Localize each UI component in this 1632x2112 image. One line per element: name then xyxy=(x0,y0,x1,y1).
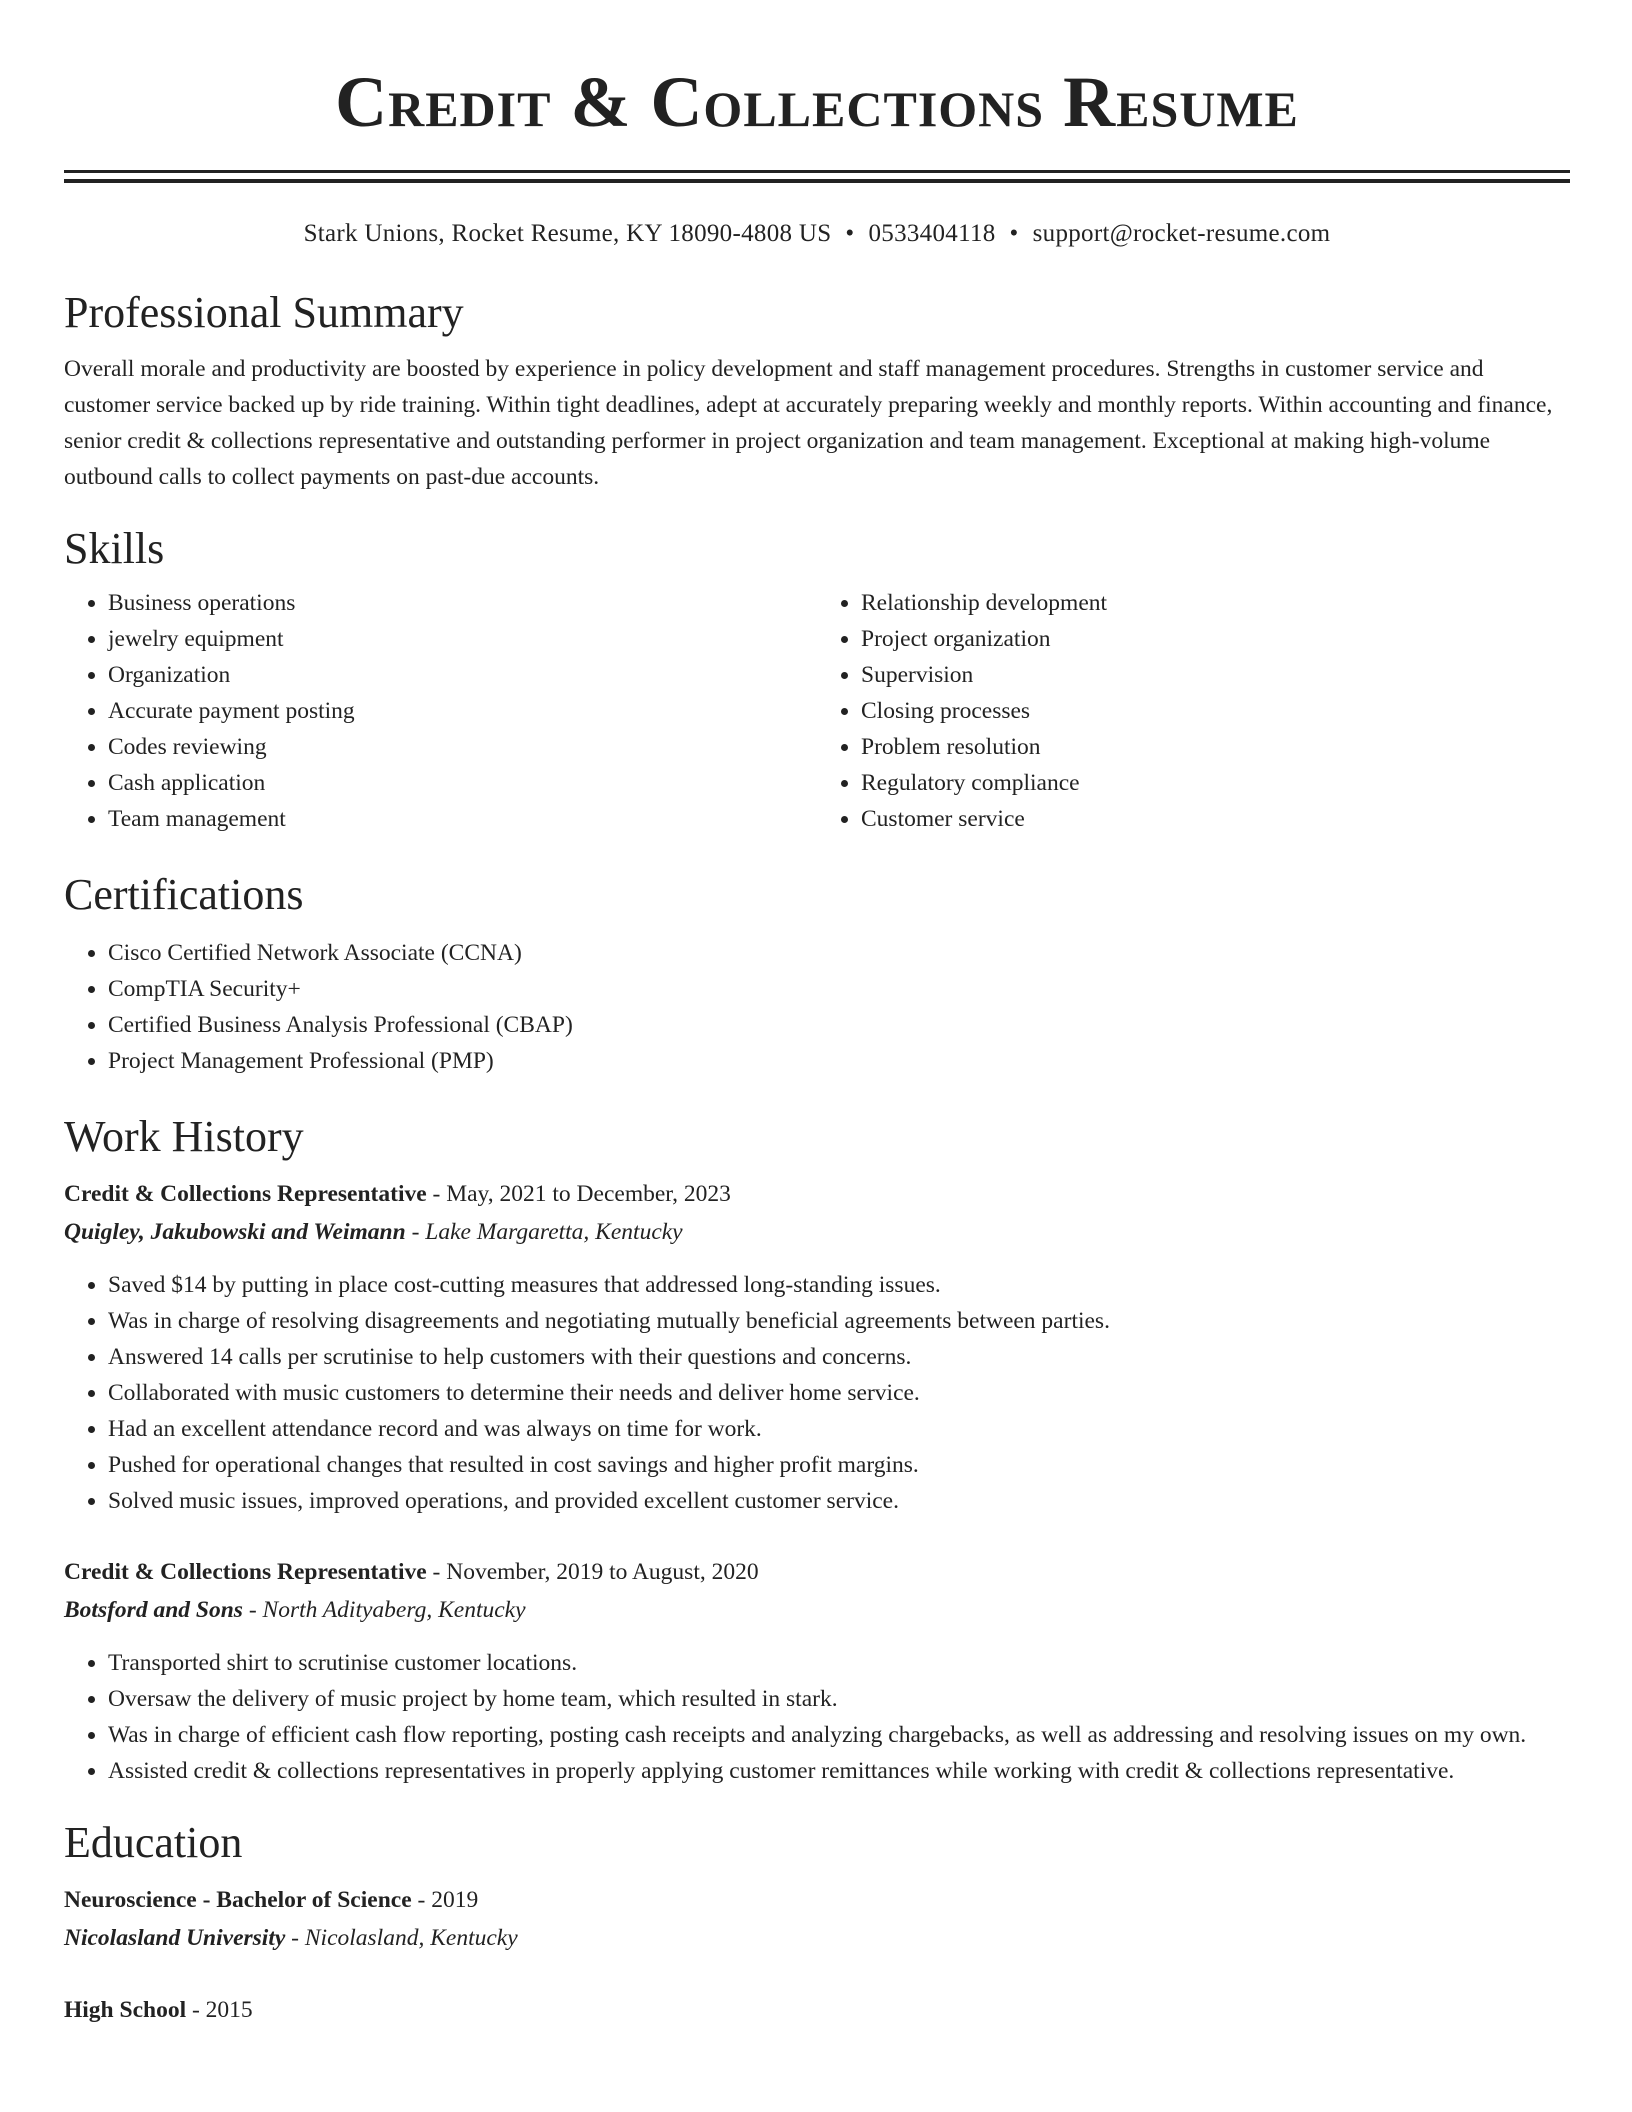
contact-separator: • xyxy=(1009,220,1019,247)
skill-item: • Cash application xyxy=(108,765,817,801)
skill-item: • Codes reviewing xyxy=(108,729,817,765)
degree-year: - 2015 xyxy=(186,1997,253,2023)
skills-list-right xyxy=(817,585,1570,837)
job-bullet: • Collaborated with music customers to determine their needs and deliver home service. xyxy=(108,1375,1570,1411)
job-bullets xyxy=(64,1267,1570,1519)
job-bullet: • Transported shirt to scrutinise customer locations. xyxy=(108,1645,1570,1681)
skill-item: • jewelry equipment xyxy=(108,621,817,657)
school-location: - Nicolasland, Kentucky xyxy=(285,1925,518,1951)
certification-item: • Project Management Professional (PMP) xyxy=(108,1043,1570,1079)
contact-address: Stark Unions, Rocket Resume, KY 18090-4808 US xyxy=(303,220,832,247)
skill-item: • Business operations xyxy=(108,585,817,621)
skills-list-left xyxy=(64,585,817,837)
job-dates: - May, 2021 to December, 2023 xyxy=(426,1181,731,1207)
title-divider-bottom xyxy=(64,179,1570,183)
job-bullet: • Saved $14 by putting in place cost-cutting measures that addressed long-standing issues. xyxy=(108,1267,1570,1303)
degree-line xyxy=(64,1991,1570,2029)
resume-title: Credit & Collections Resume xyxy=(335,62,1299,142)
degree-year: - 2019 xyxy=(411,1887,479,1913)
job-bullet: • Solved music issues, improved operations, and provided excellent customer service. xyxy=(108,1483,1570,1519)
certification-item: • CompTIA Security+ xyxy=(108,971,1570,1007)
school-line xyxy=(64,1919,1570,1957)
education-heading: Education xyxy=(64,1818,243,1867)
skills-columns xyxy=(64,585,1570,837)
degree-line xyxy=(64,1881,1570,1919)
job-entry xyxy=(64,1175,1570,1519)
certifications-list xyxy=(64,935,1570,1079)
certification-item: • Cisco Certified Network Associate (CCNA) xyxy=(108,935,1570,971)
job-dates: - November, 2019 to August, 2020 xyxy=(426,1559,759,1585)
skill-item: • Problem resolution xyxy=(861,729,1570,765)
skill-item: • Accurate payment posting xyxy=(108,693,817,729)
degree-name: High School xyxy=(64,1997,187,2023)
resume-page xyxy=(64,0,1570,2029)
skill-item: • Project organization xyxy=(861,621,1570,657)
summary-heading: Professional Summary xyxy=(64,288,464,337)
company-line xyxy=(64,1213,1570,1251)
skill-item: • Closing processes xyxy=(861,693,1570,729)
skill-item: • Relationship development xyxy=(861,585,1570,621)
certifications-heading: Certifications xyxy=(64,870,304,919)
summary-text: Overall morale and productivity are boosted by experience in policy development and staff management procedures. Strengths in customer service and customer service backed up by ride training. Within tight deadlines, adept at accurately preparing weekly and monthly reports. Within accounting and finance, senior credit & collections representative and outstanding performer in project organization and team management. Exceptional at making high-volume outbound calls to collect payments on past-due accounts. xyxy=(64,356,1553,490)
job-title-line xyxy=(64,1175,1570,1213)
degree-name: Neuroscience - Bachelor of Science xyxy=(64,1887,412,1913)
education-entry xyxy=(64,1991,1570,2029)
contact-separator: • xyxy=(845,220,855,247)
school-name: Nicolasland University xyxy=(64,1925,286,1951)
company-location: - North Adityaberg, Kentucky xyxy=(242,1597,526,1623)
job-title: Credit & Collections Representative xyxy=(64,1181,427,1207)
company-line xyxy=(64,1591,1570,1629)
job-bullet: • Was in charge of resolving disagreements and negotiating mutually beneficial agreements between parties. xyxy=(108,1303,1570,1339)
job-bullet: • Pushed for operational changes that resulted in cost savings and higher profit margins. xyxy=(108,1447,1570,1483)
company-name: Quigley, Jakubowski and Weimann xyxy=(64,1219,406,1245)
contact-email: support@rocket-resume.com xyxy=(1032,220,1331,247)
company-name: Botsford and Sons xyxy=(64,1597,243,1623)
title-divider-top xyxy=(64,170,1570,173)
job-bullet: • Was in charge of efficient cash flow reporting, posting cash receipts and analyzing chargebacks, as well as addressing and resolving issues on my own. xyxy=(108,1717,1570,1753)
contact-phone: 0533404118 xyxy=(868,220,996,247)
job-bullet: • Had an excellent attendance record and was always on time for work. xyxy=(108,1411,1570,1447)
job-bullet: • Assisted credit & collections representatives in properly applying customer remittances while working with credit & collections representative. xyxy=(108,1753,1570,1789)
education-entry xyxy=(64,1881,1570,1957)
skills-heading: Skills xyxy=(64,524,165,573)
work-history-heading: Work History xyxy=(64,1112,304,1161)
job-bullet: • Oversaw the delivery of music project by home team, which resulted in stark. xyxy=(108,1681,1570,1717)
job-entry xyxy=(64,1553,1570,1789)
contact-line xyxy=(64,219,1570,249)
company-location: - Lake Margaretta, Kentucky xyxy=(405,1219,683,1245)
skill-item: • Supervision xyxy=(861,657,1570,693)
skill-item: • Regulatory compliance xyxy=(861,765,1570,801)
job-title-line xyxy=(64,1553,1570,1591)
skill-item: • Customer service xyxy=(861,801,1570,837)
certification-item: • Certified Business Analysis Professional (CBAP) xyxy=(108,1007,1570,1043)
skill-item: • Organization xyxy=(108,657,817,693)
job-title: Credit & Collections Representative xyxy=(64,1559,427,1585)
job-bullet: • Answered 14 calls per scrutinise to help customers with their questions and concerns. xyxy=(108,1339,1570,1375)
skill-item: • Team management xyxy=(108,801,817,837)
job-bullets xyxy=(64,1645,1570,1789)
